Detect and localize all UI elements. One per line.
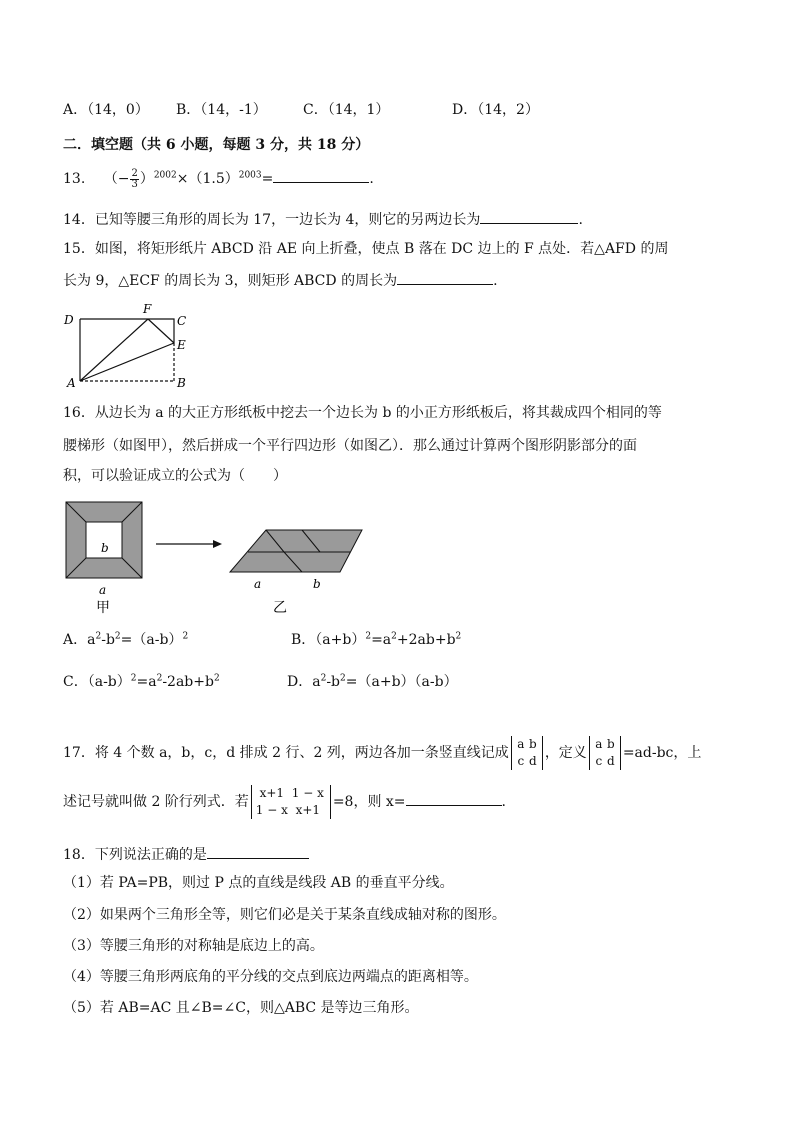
label-A: A <box>67 376 76 390</box>
q18-statement-2: （2）如果两个三角形全等，则它们必是关于某条直线成轴对称的图形。 <box>63 907 506 923</box>
q13-fraction: $\frac{2}{3}$ <box>131 167 138 190</box>
q16-option-b: B．$(a+b)^2=a^2+2ab+b^2$ <box>291 631 462 648</box>
q15-line-1: 15．如图，将矩形纸片 ABCD 沿 AE 向上折叠，使点 B 落在 DC 边上的 F 点处．若△AFD 的周 <box>63 241 669 257</box>
q16-option-a: A．$a^2-b^2=(a-b)^2$ <box>63 631 189 648</box>
label-C: C <box>177 314 187 328</box>
label-a-jia: a <box>99 583 107 597</box>
q15-answer-blank[interactable] <box>397 270 493 285</box>
q13-mid: ×（1.5） <box>176 171 239 187</box>
q13-exp1: 2002 <box>153 170 177 181</box>
q16-option-d: D．$a^2-b^2=(a+b)(a-b)$ <box>287 673 458 690</box>
q12-option-c: C．（14，1） <box>303 102 390 118</box>
q13-minus: − <box>117 171 130 187</box>
q18-statement-3: （3）等腰三角形的对称轴是底边上的高。 <box>63 938 324 954</box>
q18-statement-1: （1）若 PA=PB，则过 P 点的直线是线段 AB 的垂直平分线。 <box>63 875 454 891</box>
q13-close: ） <box>139 171 154 187</box>
question-18: 18．下列说法正确的是 <box>63 844 309 864</box>
section-heading: 二．填空题（共 6 小题，每题 3 分，共 18 分） <box>63 137 370 153</box>
q16-line-2: 腰梯形（如图甲），然后拼成一个平行四边形（如图乙）．那么通过计算两个图形阴影部分的面 <box>63 438 637 454</box>
q17-line-1: 17．将 4 个数 a，b，c，d 排成 2 行、2 列，两边各加一条竖直线记成 a b c d ，定义 a b c d =ad-bc，上 <box>63 737 702 768</box>
q17-matrix-definition: a b c d <box>589 736 621 770</box>
q17-line-2: 述记号就叫做 2 阶行列式．若 x+1 1 − x 1 − x x+1 =8，则 x= . <box>63 786 506 817</box>
q18-answer-blank[interactable] <box>207 844 309 859</box>
q13-exp2: 2003 <box>238 170 262 181</box>
q13-number: 13. <box>63 171 86 187</box>
q13-open: （ <box>103 171 118 187</box>
label-E: E <box>177 338 186 352</box>
q14-answer-blank[interactable] <box>480 209 578 224</box>
label-b-yi: b <box>313 577 321 591</box>
q17-answer-blank[interactable] <box>406 791 502 806</box>
q12-option-a: A．（14，0） <box>63 102 149 118</box>
q15-rectangle-figure <box>60 302 200 390</box>
question-14: 14．已知等腰三角形的周长为 17，一边长为 4，则它的另两边长为 . <box>63 209 583 229</box>
q12-option-b: B．（14，-1） <box>176 102 267 118</box>
q16-line-1: 16．从边长为 a 的大正方形纸板中挖去一个边长为 b 的小正方形纸板后，将其裁成四个相同的等 <box>63 405 662 421</box>
q17-matrix-notation: a b c d <box>511 736 543 770</box>
arrow-icon <box>155 538 225 550</box>
question-13: 13. （− $\frac{2}{3}$ ）$^{2002}\times(1.5)^{2003}=$ . <box>63 167 374 190</box>
label-jia: 甲 <box>96 600 110 616</box>
q13-answer-blank[interactable] <box>273 168 369 183</box>
label-b-inner: b <box>101 541 109 555</box>
q16-figure-yi <box>228 528 368 618</box>
label-D: D <box>64 313 74 327</box>
label-B: B <box>177 376 186 390</box>
q16-line-3: 积，可以验证成立的公式为（ ） <box>63 468 287 484</box>
label-F: F <box>143 302 152 316</box>
label-yi: 乙 <box>273 600 287 616</box>
q16-option-c: C．$(a-b)^2=a^2-2ab+b^2$ <box>63 673 220 690</box>
q12-option-d: D．（14，2） <box>452 102 539 118</box>
label-a-yi: a <box>254 577 262 591</box>
q18-statement-4: （4）等腰三角形两底角的平分线的交点到底边两端点的距离相等。 <box>63 969 478 985</box>
q17-matrix-x: x+1 1 − x 1 − x x+1 <box>251 785 331 819</box>
q15-line-2: 长为 9，△ECF 的周长为 3，则矩形 ABCD 的周长为 . <box>63 270 498 290</box>
q18-statement-5: （5）若 AB=AC 且∠B=∠C，则△ABC 是等边三角形。 <box>63 1000 419 1016</box>
q16-figure-jia <box>64 500 148 618</box>
